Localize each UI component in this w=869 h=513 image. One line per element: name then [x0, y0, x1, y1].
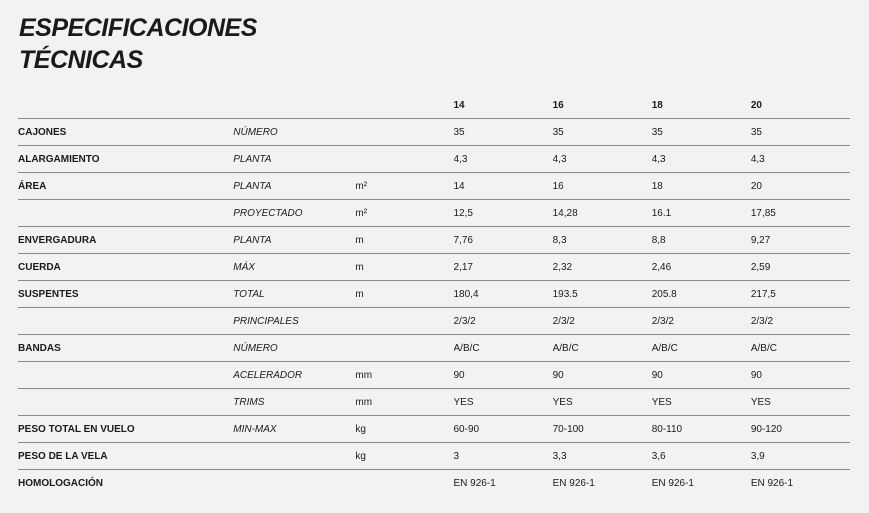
- row-value: 8,8: [652, 227, 751, 254]
- row-subcategory: PLANTA: [233, 146, 355, 173]
- row-value: 60-90: [454, 416, 553, 443]
- page-title-line-1: ESPECIFICACIONES: [19, 14, 257, 42]
- row-value: 90: [652, 362, 751, 389]
- row-value: 35: [454, 119, 553, 146]
- table-row: [18, 335, 850, 362]
- header-sub: [233, 93, 355, 119]
- table-row: [18, 281, 850, 308]
- row-unit: m²: [355, 200, 453, 227]
- table-row: [18, 173, 850, 200]
- row-value: 3,9: [751, 443, 850, 470]
- row-value: YES: [454, 389, 553, 416]
- row-subcategory: PRINCIPALES: [233, 308, 355, 335]
- row-category: ENVERGADURA: [18, 227, 233, 254]
- row-subcategory: PLANTA: [233, 227, 355, 254]
- row-subcategory: [233, 470, 355, 497]
- row-value: A/B/C: [454, 335, 553, 362]
- row-value: EN 926-1: [552, 477, 595, 489]
- row-value: 193.5: [553, 281, 652, 308]
- row-value: 3,3: [553, 443, 652, 470]
- row-value: 17,85: [751, 200, 850, 227]
- row-value: 14: [454, 173, 553, 200]
- row-category: SUSPENTES: [18, 281, 233, 308]
- table-row: [18, 389, 850, 416]
- row-category: PESO DE LA VELA: [18, 443, 233, 470]
- row-subcategory: NÚMERO: [233, 335, 355, 362]
- row-category: [18, 389, 233, 416]
- row-value: 20: [751, 173, 850, 200]
- row-value: 70-100: [553, 416, 652, 443]
- row-value: 2,32: [553, 254, 652, 281]
- header-row: [18, 93, 850, 119]
- table-row: [18, 362, 850, 389]
- row-subcategory: PLANTA: [233, 173, 355, 200]
- row-category: [18, 362, 233, 389]
- row-category: CUERDA: [18, 254, 233, 281]
- table-row: [18, 119, 850, 146]
- row-category: PESO TOTAL EN VUELO: [18, 416, 233, 443]
- table-row: [18, 470, 850, 497]
- row-value: 2/3/2: [553, 308, 652, 335]
- row-value: 18: [652, 173, 751, 200]
- header-size: 18: [652, 93, 751, 119]
- row-unit: [355, 470, 453, 497]
- row-subcategory: PROYECTADO: [233, 200, 355, 227]
- row-category: [18, 200, 233, 227]
- row-value: 2/3/2: [751, 308, 850, 335]
- row-value: EN 926-1: [750, 477, 794, 489]
- row-unit: [355, 119, 453, 146]
- row-value: 2,59: [751, 254, 850, 281]
- row-value: 35: [553, 119, 652, 146]
- row-subcategory: [233, 443, 355, 470]
- row-category: [18, 308, 233, 335]
- row-category: HOMOLOGACIÓN: [18, 477, 103, 489]
- row-category: ÁREA: [18, 173, 233, 200]
- row-unit: [355, 308, 453, 335]
- row-unit: [355, 335, 453, 362]
- row-value: 90: [751, 362, 850, 389]
- table-row: [18, 254, 850, 281]
- header-category: [18, 93, 233, 119]
- row-value: 90: [553, 362, 652, 389]
- row-unit: m²: [355, 173, 453, 200]
- header-size: 20: [751, 93, 850, 119]
- row-unit: kg: [355, 443, 453, 470]
- specifications-table: [18, 93, 850, 496]
- row-value: 90-120: [751, 416, 850, 443]
- page-title: [19, 12, 257, 76]
- row-value: 35: [652, 119, 751, 146]
- row-unit: mm: [355, 362, 453, 389]
- row-value: 35: [751, 119, 850, 146]
- row-value: YES: [652, 389, 751, 416]
- row-value: 9,27: [751, 227, 850, 254]
- row-value: A/B/C: [553, 335, 652, 362]
- header-size: 16: [553, 93, 652, 119]
- row-value: 12,5: [454, 200, 553, 227]
- table-row: [18, 146, 850, 173]
- row-value: A/B/C: [652, 335, 751, 362]
- row-subcategory: TOTAL: [233, 281, 355, 308]
- row-value: EN 926-1: [453, 477, 496, 489]
- row-value: 3: [454, 443, 553, 470]
- row-value: 4,3: [652, 146, 751, 173]
- row-value: 90: [454, 362, 553, 389]
- table-row: [18, 416, 850, 443]
- row-subcategory: TRIMS: [233, 389, 355, 416]
- page-title-line-2: TÉCNICAS: [19, 46, 143, 74]
- row-unit: m: [355, 227, 453, 254]
- table-row: [18, 227, 850, 254]
- row-value: YES: [553, 389, 652, 416]
- row-unit: kg: [355, 416, 453, 443]
- header-size: 14: [454, 93, 553, 119]
- row-value: 180,4: [454, 281, 553, 308]
- table-row: [18, 200, 850, 227]
- row-unit: m: [355, 254, 453, 281]
- row-value: 14,28: [553, 200, 652, 227]
- row-value: 4,3: [454, 146, 553, 173]
- row-value: 16.1: [652, 200, 751, 227]
- row-value: A/B/C: [751, 335, 850, 362]
- row-value: 8,3: [553, 227, 652, 254]
- row-value: YES: [751, 389, 850, 416]
- row-value: 4,3: [553, 146, 652, 173]
- row-subcategory: MIN-MAX: [233, 416, 355, 443]
- row-value: 4,3: [751, 146, 850, 173]
- row-category: ALARGAMIENTO: [18, 146, 233, 173]
- header-unit: [355, 93, 453, 119]
- row-value: 2/3/2: [454, 308, 553, 335]
- row-value: 3,6: [652, 443, 751, 470]
- row-value: 2,46: [652, 254, 751, 281]
- table-row: [18, 308, 850, 335]
- row-value: 205.8: [652, 281, 751, 308]
- row-value: EN 926-1: [651, 477, 694, 489]
- row-category: BANDAS: [18, 335, 233, 362]
- row-value: 2/3/2: [652, 308, 751, 335]
- row-unit: m: [355, 281, 453, 308]
- row-subcategory: NÚMERO: [233, 119, 355, 146]
- row-unit: [355, 146, 453, 173]
- table-row: [18, 443, 850, 470]
- row-category: CAJONES: [18, 119, 233, 146]
- row-value: 80-110: [652, 416, 751, 443]
- row-value: 217,5: [751, 281, 850, 308]
- row-value: 16: [553, 173, 652, 200]
- row-value: 2,17: [454, 254, 553, 281]
- row-unit: mm: [355, 389, 453, 416]
- row-subcategory: ACELERADOR: [233, 362, 355, 389]
- row-subcategory: MÁX: [233, 254, 355, 281]
- row-value: 7,76: [454, 227, 553, 254]
